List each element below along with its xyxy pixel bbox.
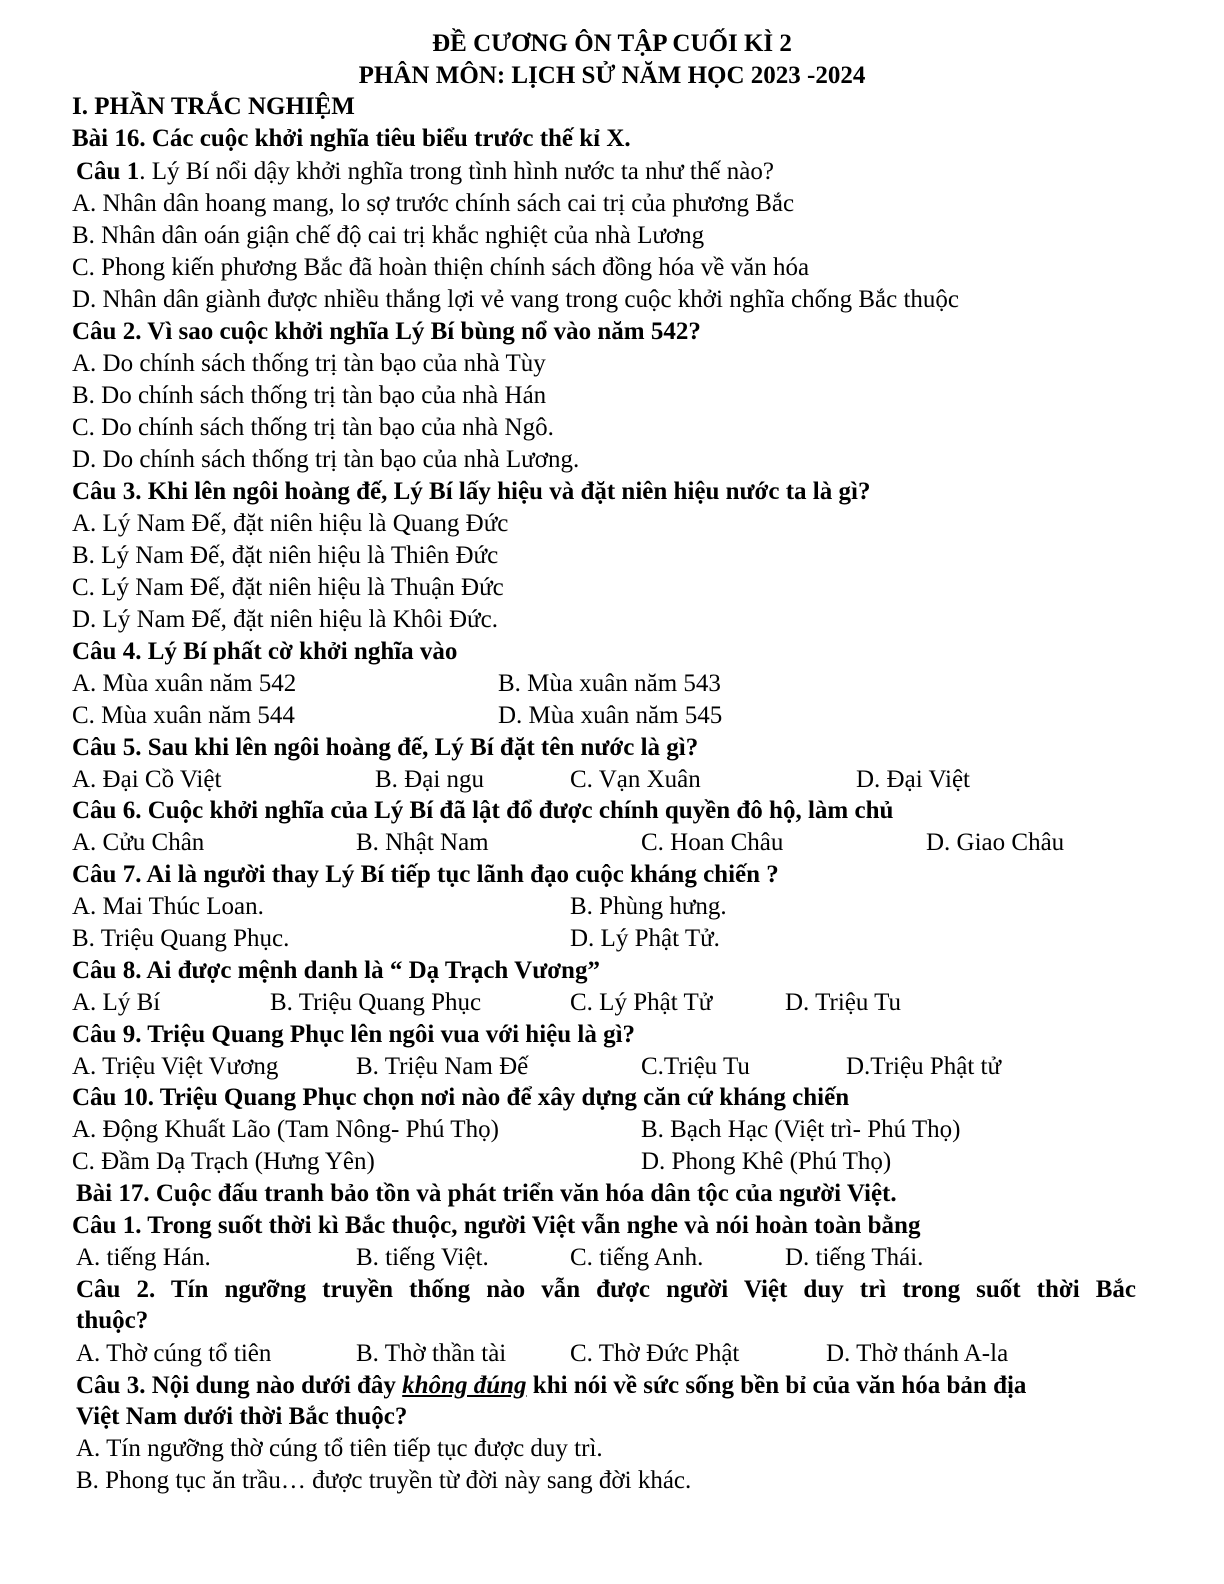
answer-b: B. Bạch Hạc (Việt trì- Phú Thọ) — [641, 1116, 961, 1143]
l17-question-2-line1: Câu 2. Tín ngưỡng truyền thống nào vẫn được người Việt duy trì trong suốt thời Bắc — [76, 1276, 1136, 1303]
l17-question-2-line2: thuộc? — [76, 1307, 149, 1334]
l17-question-1: Câu 1. Trong suốt thời kì Bắc thuộc, người Việt vẫn nghe và nói hoàn toàn bằng — [72, 1212, 921, 1239]
answer-c: C. Do chính sách thống trị tàn bạo của nhà Ngô. — [72, 414, 554, 441]
answer-d: D. Thờ thánh A-la — [826, 1340, 1009, 1367]
answer-b: B. Thờ thần tài — [356, 1340, 507, 1367]
question-emphasis: không đúng — [402, 1372, 527, 1399]
question-text-post: khi nói về sức sống bền bỉ của văn hóa bản địa — [526, 1372, 1027, 1399]
answer-c: C. Lý Phật Tử — [570, 989, 713, 1016]
question-label: Câu 1 — [76, 158, 140, 185]
question-9 — [72, 1020, 635, 1050]
answer-a: A. Mùa xuân năm 542 — [72, 670, 297, 697]
answer-a: A. Nhân dân hoang mang, lo sợ trước chính sách cai trị của phương Bắc — [72, 190, 795, 217]
answer-d: D. Triệu Tu — [785, 989, 902, 1016]
question-3 — [72, 477, 870, 507]
question-label: Câu 8 — [72, 957, 136, 984]
question-text: . Triệu Quang Phục chọn nơi nào để xây dựng căn cứ kháng chiến — [147, 1084, 850, 1111]
answer-a: A. Lý Bí — [72, 989, 161, 1016]
l17-question-3-line2: Việt Nam dưới thời Bắc thuộc? — [76, 1403, 408, 1430]
answer-b: B. Đại ngu — [375, 766, 485, 793]
answer-a: A. Đại Cồ Việt — [72, 766, 222, 793]
answer-a: A. Cửu Chân — [72, 829, 205, 856]
answer-b: B. Phùng hưng. — [570, 893, 727, 920]
answer-b: B. Do chính sách thống trị tàn bạo của nhà Hán — [72, 382, 547, 409]
question-label: Câu 2 — [72, 318, 136, 345]
question-2 — [72, 317, 701, 347]
lesson-17-title: Bài 17. Cuộc đấu tranh bảo tồn và phát triển văn hóa dân tộc của người Việt. — [76, 1180, 897, 1207]
answer-c: C.Triệu Tu — [641, 1053, 750, 1080]
lesson-16-title: Bài 16. Các cuộc khởi nghĩa tiêu biểu trước thế kỉ X. — [72, 125, 631, 152]
answer-c: C. tiếng Anh. — [570, 1244, 704, 1271]
answer-b: B. Mùa xuân năm 543 — [498, 670, 721, 697]
question-6 — [72, 796, 893, 826]
answer-b: B. tiếng Việt. — [356, 1244, 489, 1271]
answer-c: C. Mùa xuân năm 544 — [72, 702, 295, 729]
question-1 — [76, 157, 774, 187]
question-label: Câu 3 — [72, 478, 136, 505]
answer-d: D. Mùa xuân năm 545 — [498, 702, 723, 729]
question-label: Câu 6 — [72, 797, 136, 824]
question-label: Câu 9 — [72, 1021, 136, 1048]
answer-c: C. Phong kiến phương Bắc đã hoàn thiện chính sách đồng hóa về văn hóa — [72, 254, 810, 281]
question-label: Câu 7 — [72, 861, 136, 888]
question-text: . Lý Bí nổi dậy khởi nghĩa trong tình hình nước ta như thế nào? — [139, 158, 774, 185]
answer-d: D. Do chính sách thống trị tàn bạo của nhà Lương. — [72, 446, 580, 473]
question-label: Câu 5 — [72, 734, 136, 761]
answer-b: B. Nhân dân oán giận chế độ cai trị khắc nghiệt của nhà Lương — [72, 222, 705, 249]
question-text: . Vì sao cuộc khởi nghĩa Lý Bí bùng nổ vào năm 542? — [135, 318, 701, 345]
section-heading: I. PHẦN TRẮC NGHIỆM — [72, 93, 355, 120]
answer-b: B. Triệu Quang Phục — [270, 989, 482, 1016]
answer-c: C. Đầm Dạ Trạch (Hưng Yên) — [72, 1148, 375, 1175]
answer-c: C. Lý Nam Đế, đặt niên hiệu là Thuận Đức — [72, 574, 504, 601]
answer-a: A. Triệu Việt Vương — [72, 1053, 279, 1080]
answer-a: A. Do chính sách thống trị tàn bạo của nhà Tùy — [72, 350, 546, 377]
answer-a: A. Tín ngưỡng thờ cúng tổ tiên tiếp tục được duy trì. — [76, 1435, 603, 1462]
question-7 — [72, 860, 779, 890]
answer-d: D. Đại Việt — [856, 766, 970, 793]
l17-question-3-line1 — [76, 1371, 1026, 1401]
answer-a: A. Thờ cúng tổ tiên — [76, 1340, 272, 1367]
answer-d: D. Lý Nam Đế, đặt niên hiệu là Khôi Đức. — [72, 606, 498, 633]
question-text: . Triệu Quang Phục lên ngôi vua với hiệu là gì? — [135, 1021, 636, 1048]
answer-b: B. Triệu Nam Đế — [356, 1053, 529, 1080]
question-text: . Sau khi lên ngôi hoàng đế, Lý Bí đặt tên nước là gì? — [135, 734, 699, 761]
answer-a: A. Lý Nam Đế, đặt niên hiệu là Quang Đức — [72, 510, 509, 537]
question-8 — [72, 956, 600, 986]
question-text-pre: Câu 3. Nội dung nào dưới đây — [76, 1372, 403, 1399]
question-text: . Ai được mệnh danh là “ Dạ Trạch Vương” — [135, 957, 600, 984]
answer-d: D. Phong Khê (Phú Thọ) — [641, 1148, 892, 1175]
question-label: Câu 10 — [72, 1084, 148, 1111]
answer-a: A. Động Khuất Lão (Tam Nông- Phú Thọ) — [72, 1116, 499, 1143]
answer-c: C. Hoan Châu — [641, 829, 784, 856]
document-title: ĐỀ CƯƠNG ÔN TẬP CUỐI KÌ 2 — [432, 30, 792, 57]
answer-b: B. Lý Nam Đế, đặt niên hiệu là Thiên Đức — [72, 542, 499, 569]
answer-d: D. tiếng Thái. — [785, 1244, 924, 1271]
answer-d: D. Nhân dân giành được nhiều thắng lợi vẻ vang trong cuộc khởi nghĩa chống Bắc thuộc — [72, 286, 960, 313]
answer-a: A. Mai Thúc Loan. — [72, 893, 264, 920]
question-4 — [72, 637, 457, 667]
answer-d: D. Lý Phật Tử. — [570, 925, 720, 952]
question-text: . Khi lên ngôi hoàng đế, Lý Bí lấy hiệu và đặt niên hiệu nước ta là gì? — [135, 478, 871, 505]
question-text: . Cuộc khởi nghĩa của Lý Bí đã lật đổ được chính quyền đô hộ, làm chủ — [135, 797, 894, 824]
answer-b: B. Nhật Nam — [356, 829, 489, 856]
answer-b: B. Phong tục ăn trầu… được truyền từ đời này sang đời khác. — [76, 1467, 692, 1494]
question-text: . Ai là người thay Lý Bí tiếp tục lãnh đạo cuộc kháng chiến ? — [135, 861, 779, 888]
question-10 — [72, 1083, 849, 1113]
answer-c: B. Triệu Quang Phục. — [72, 925, 290, 952]
question-text: . Lý Bí phất cờ khởi nghĩa vào — [135, 638, 458, 665]
document-subtitle: PHÂN MÔN: LỊCH SỬ NĂM HỌC 2023 -2024 — [358, 62, 866, 89]
answer-c: C. Vạn Xuân — [570, 766, 701, 793]
answer-d: D. Giao Châu — [926, 829, 1065, 856]
answer-d: D.Triệu Phật tử — [846, 1053, 1002, 1080]
answer-a: A. tiếng Hán. — [76, 1244, 211, 1271]
question-label: Câu 4 — [72, 638, 136, 665]
answer-c: C. Thờ Đức Phật — [570, 1340, 740, 1367]
question-5 — [72, 733, 698, 763]
